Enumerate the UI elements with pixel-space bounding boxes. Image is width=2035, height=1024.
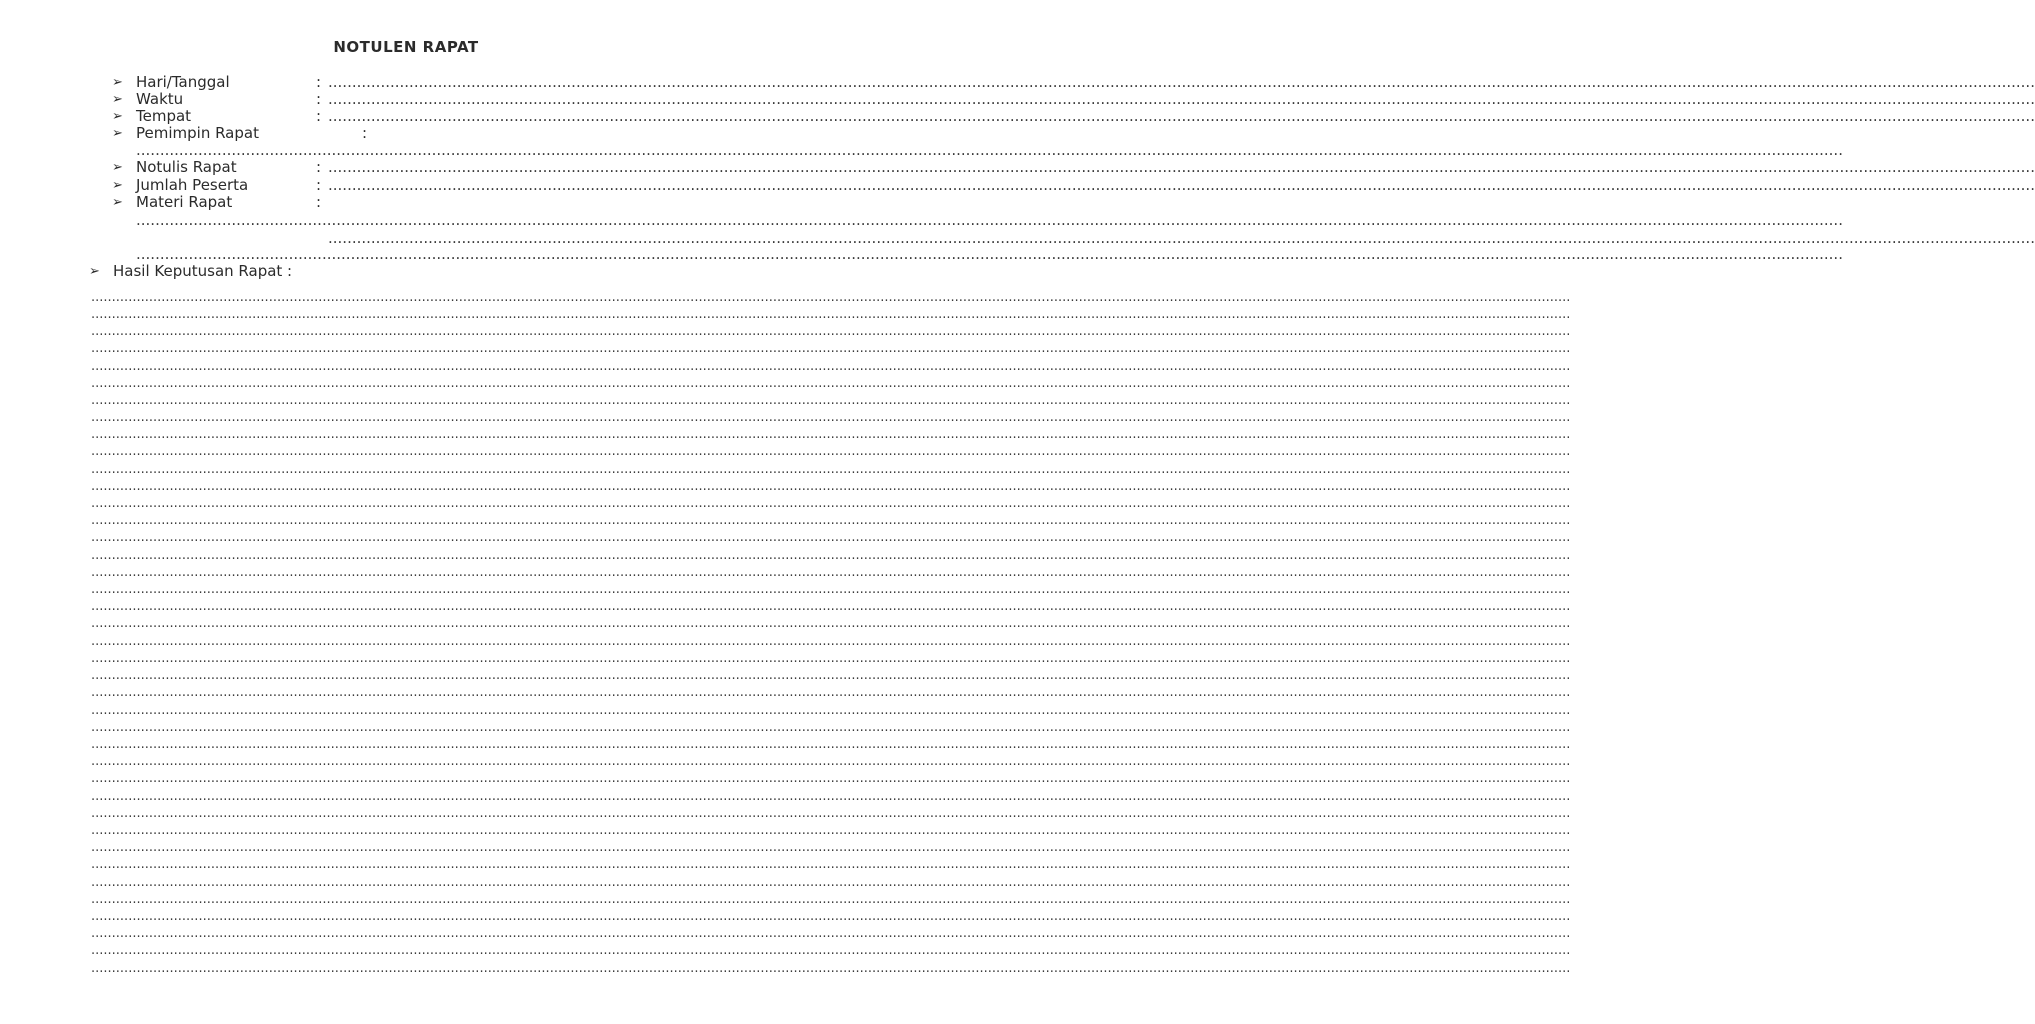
arrow-bullet-icon: ➢ bbox=[112, 75, 123, 90]
field-colon: : bbox=[362, 124, 368, 142]
document-title: NOTULEN RAPAT bbox=[333, 38, 479, 56]
dotted-writing-line[interactable]: ...................................................................................................................................................................................................................................................................................................................................................................... bbox=[91, 548, 1571, 563]
dotted-writing-line[interactable]: ...................................................................................................................................................................................................................................................................................................................................................................... bbox=[91, 359, 1571, 374]
dotted-writing-line[interactable]: ...................................................................................................................................................................................................................................................................................................................................................................... bbox=[91, 376, 1571, 391]
dotted-writing-line[interactable]: ...................................................................................................................................................................................................................................................................................................................................................................... bbox=[91, 496, 1571, 511]
field-colon: : bbox=[316, 73, 322, 91]
dotted-writing-line[interactable]: ...................................................................................................................................................................................................................................................................................................................................................................... bbox=[91, 479, 1571, 494]
dotted-fill-line[interactable]: ...................................................................................................................................................................................................................................................................................................................................................................... bbox=[328, 107, 2035, 125]
dotted-fill-line[interactable]: ...................................................................................................................................................................................................................................................................................................................................................................... bbox=[136, 245, 1843, 263]
dotted-writing-line[interactable]: ...................................................................................................................................................................................................................................................................................................................................................................... bbox=[91, 961, 1571, 976]
field-label: Jumlah Peserta bbox=[136, 176, 249, 194]
field-label: Waktu bbox=[136, 90, 184, 108]
field-colon: : bbox=[316, 193, 322, 211]
dotted-writing-line[interactable]: ...................................................................................................................................................................................................................................................................................................................................................................... bbox=[91, 530, 1571, 545]
dotted-writing-line[interactable]: ...................................................................................................................................................................................................................................................................................................................................................................... bbox=[91, 875, 1571, 890]
dotted-fill-line[interactable]: ...................................................................................................................................................................................................................................................................................................................................................................... bbox=[136, 141, 1843, 159]
dotted-writing-line[interactable]: ...................................................................................................................................................................................................................................................................................................................................................................... bbox=[91, 703, 1571, 718]
dotted-writing-line[interactable]: ...................................................................................................................................................................................................................................................................................................................................................................... bbox=[91, 771, 1571, 786]
field-label: Materi Rapat bbox=[136, 193, 233, 211]
dotted-writing-line[interactable]: ...................................................................................................................................................................................................................................................................................................................................................................... bbox=[91, 462, 1571, 477]
field-colon: : bbox=[316, 158, 322, 176]
dotted-writing-line[interactable]: ...................................................................................................................................................................................................................................................................................................................................................................... bbox=[91, 823, 1571, 838]
dotted-writing-line[interactable]: ...................................................................................................................................................................................................................................................................................................................................................................... bbox=[91, 634, 1571, 649]
dotted-writing-line[interactable]: ...................................................................................................................................................................................................................................................................................................................................................................... bbox=[91, 427, 1571, 442]
dotted-writing-line[interactable]: ...................................................................................................................................................................................................................................................................................................................................................................... bbox=[91, 410, 1571, 425]
dotted-writing-line[interactable]: ...................................................................................................................................................................................................................................................................................................................................................................... bbox=[91, 290, 1571, 305]
arrow-bullet-icon: ➢ bbox=[89, 264, 100, 279]
field-colon: : bbox=[316, 176, 322, 194]
dotted-writing-line[interactable]: ...................................................................................................................................................................................................................................................................................................................................................................... bbox=[91, 307, 1571, 322]
dotted-fill-line[interactable]: ...................................................................................................................................................................................................................................................................................................................................................................... bbox=[328, 90, 2035, 108]
dotted-writing-line[interactable]: ...................................................................................................................................................................................................................................................................................................................................................................... bbox=[91, 513, 1571, 528]
dotted-writing-line[interactable]: ...................................................................................................................................................................................................................................................................................................................................................................... bbox=[91, 840, 1571, 855]
dotted-writing-line[interactable]: ...................................................................................................................................................................................................................................................................................................................................................................... bbox=[91, 685, 1571, 700]
dotted-writing-line[interactable]: ...................................................................................................................................................................................................................................................................................................................................................................... bbox=[91, 324, 1571, 339]
dotted-writing-line[interactable]: ...................................................................................................................................................................................................................................................................................................................................................................... bbox=[91, 565, 1571, 580]
field-label: Pemimpin Rapat bbox=[136, 124, 259, 142]
dotted-writing-line[interactable]: ...................................................................................................................................................................................................................................................................................................................................................................... bbox=[91, 582, 1571, 597]
dotted-writing-line[interactable]: ...................................................................................................................................................................................................................................................................................................................................................................... bbox=[91, 444, 1571, 459]
dotted-writing-line[interactable]: ...................................................................................................................................................................................................................................................................................................................................................................... bbox=[91, 926, 1571, 941]
dotted-fill-line[interactable]: ...................................................................................................................................................................................................................................................................................................................................................................... bbox=[328, 176, 2035, 194]
dotted-writing-line[interactable]: ...................................................................................................................................................................................................................................................................................................................................................................... bbox=[91, 393, 1571, 408]
dotted-fill-line[interactable]: ...................................................................................................................................................................................................................................................................................................................................................................... bbox=[328, 158, 2035, 176]
arrow-bullet-icon: ➢ bbox=[112, 195, 123, 210]
field-colon: : bbox=[316, 90, 322, 108]
dotted-writing-line[interactable]: ...................................................................................................................................................................................................................................................................................................................................................................... bbox=[91, 857, 1571, 872]
dotted-writing-line[interactable]: ...................................................................................................................................................................................................................................................................................................................................................................... bbox=[91, 599, 1571, 614]
dotted-writing-line[interactable]: ...................................................................................................................................................................................................................................................................................................................................................................... bbox=[91, 737, 1571, 752]
dotted-writing-line[interactable]: ...................................................................................................................................................................................................................................................................................................................................................................... bbox=[91, 668, 1571, 683]
field-label: Hari/Tanggal bbox=[136, 73, 230, 91]
dotted-writing-line[interactable]: ...................................................................................................................................................................................................................................................................................................................................................................... bbox=[91, 651, 1571, 666]
arrow-bullet-icon: ➢ bbox=[112, 109, 123, 124]
dotted-writing-line[interactable]: ...................................................................................................................................................................................................................................................................................................................................................................... bbox=[91, 789, 1571, 804]
dotted-fill-line[interactable]: ...................................................................................................................................................................................................................................................................................................................................................................... bbox=[136, 211, 1843, 229]
arrow-bullet-icon: ➢ bbox=[112, 92, 123, 107]
dotted-writing-line[interactable]: ...................................................................................................................................................................................................................................................................................................................................................................... bbox=[91, 943, 1571, 958]
dotted-writing-line[interactable]: ...................................................................................................................................................................................................................................................................................................................................................................... bbox=[91, 892, 1571, 907]
field-colon: : bbox=[316, 107, 322, 125]
field-label: Notulis Rapat bbox=[136, 158, 237, 176]
dotted-writing-line[interactable]: ...................................................................................................................................................................................................................................................................................................................................................................... bbox=[91, 754, 1571, 769]
arrow-bullet-icon: ➢ bbox=[112, 126, 123, 141]
dotted-writing-line[interactable]: ...................................................................................................................................................................................................................................................................................................................................................................... bbox=[91, 341, 1571, 356]
dotted-writing-line[interactable]: ...................................................................................................................................................................................................................................................................................................................................................................... bbox=[91, 806, 1571, 821]
dotted-writing-line[interactable]: ...................................................................................................................................................................................................................................................................................................................................................................... bbox=[91, 720, 1571, 735]
dotted-writing-line[interactable]: ...................................................................................................................................................................................................................................................................................................................................................................... bbox=[91, 909, 1571, 924]
arrow-bullet-icon: ➢ bbox=[112, 178, 123, 193]
field-label: Tempat bbox=[136, 107, 192, 125]
dotted-fill-line[interactable]: ...................................................................................................................................................................................................................................................................................................................................................................... bbox=[328, 229, 2035, 247]
arrow-bullet-icon: ➢ bbox=[112, 160, 123, 175]
dotted-writing-line[interactable]: ...................................................................................................................................................................................................................................................................................................................................................................... bbox=[91, 616, 1571, 631]
decisions-heading: Hasil Keputusan Rapat : bbox=[113, 262, 293, 280]
dotted-fill-line[interactable]: ...................................................................................................................................................................................................................................................................................................................................................................... bbox=[328, 73, 2035, 91]
